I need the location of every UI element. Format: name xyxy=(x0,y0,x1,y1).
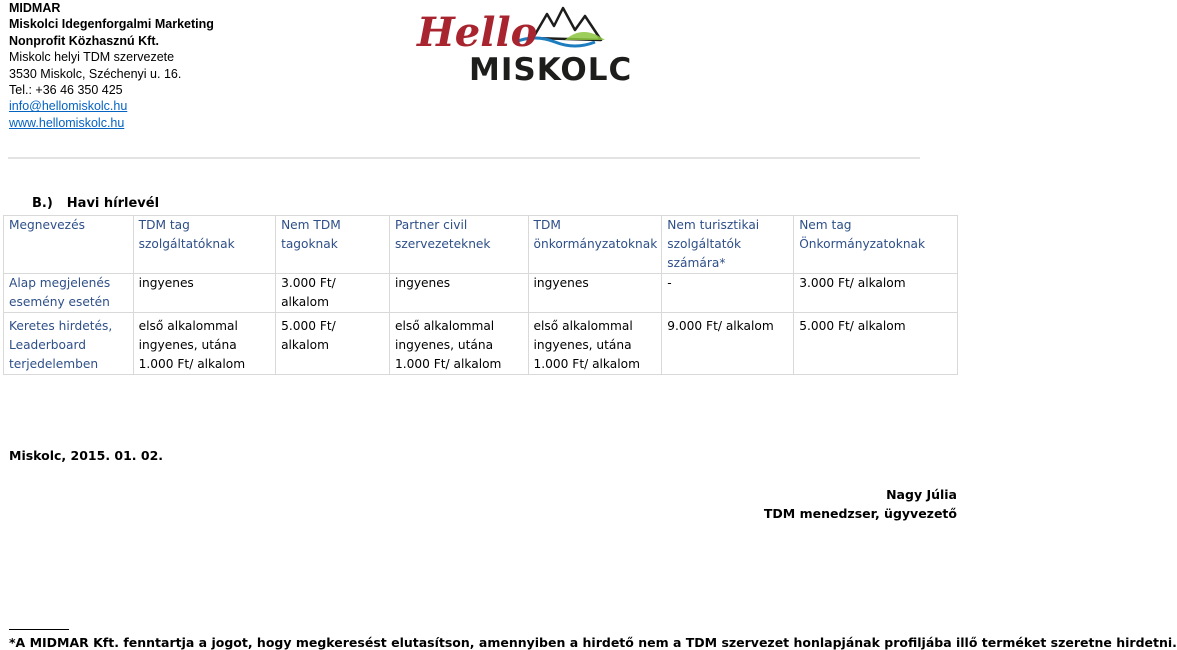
table-row xyxy=(4,313,958,375)
table-cell: 3.000 Ft/ alkalom xyxy=(276,274,390,313)
footnote-separator xyxy=(9,629,69,630)
section-heading xyxy=(32,196,159,211)
column-header: Nem tag Önkormányzatoknak xyxy=(794,216,958,274)
hello-miskolc-logo xyxy=(415,2,655,88)
footnote: *A MIDMAR Kft. fenntartja a jogot, hogy megkeresést elutasítson, amennyiben a hirdető nem a TDM szervezet honlapjának profiljába illő terméket szeretne hirdetni. xyxy=(9,635,1177,650)
table-cell: - xyxy=(662,274,794,313)
table-header-row xyxy=(4,216,958,274)
org-address: 3530 Miskolc, Széchenyi u. 16. xyxy=(9,66,182,81)
place-date: Miskolc, 2015. 01. 02. xyxy=(9,448,164,463)
column-header: Nem TDM tagoknak xyxy=(276,216,390,274)
table-cell: 9.000 Ft/ alkalom xyxy=(662,313,794,375)
row-label: Keretes hirdetés, Leaderboard terjedelemben xyxy=(4,313,134,375)
email-link[interactable]: info@hellomiskolc.hu xyxy=(9,99,128,114)
org-name-line2: Nonprofit Közhasznú Kft. xyxy=(9,33,159,48)
section-title: Havi hírlevél xyxy=(66,196,160,211)
column-header: TDM önkormányzatoknak xyxy=(528,216,662,274)
table-cell: első alkalommal ingyenes, utána 1.000 Ft/ alkalom xyxy=(528,313,662,375)
column-header: Nem turisztikai szolgáltatók számára* xyxy=(662,216,794,274)
section-label: B.) xyxy=(32,196,53,211)
logo-hello-text: Hello xyxy=(417,9,538,56)
table-cell: ingyenes xyxy=(133,274,275,313)
table-cell: 5.000 Ft/ alkalom xyxy=(794,313,958,375)
logo-miskolc-text: MISKOLC xyxy=(469,52,633,88)
table-cell: első alkalommal ingyenes, utána 1.000 Ft/ alkalom xyxy=(133,313,275,375)
table-cell: 3.000 Ft/ alkalom xyxy=(794,274,958,313)
header-divider xyxy=(8,157,920,159)
organization-header xyxy=(9,0,214,131)
table-row xyxy=(4,274,958,313)
table-cell: ingyenes xyxy=(390,274,529,313)
signer-name: Nagy Júlia xyxy=(886,487,957,502)
table-cell: 5.000 Ft/ alkalom xyxy=(276,313,390,375)
column-header: TDM tag szolgáltatóknak xyxy=(133,216,275,274)
org-description: Miskolc helyi TDM szervezete xyxy=(9,50,175,65)
column-header: Megnevezés xyxy=(4,216,134,274)
org-phone: Tel.: +36 46 350 425 xyxy=(9,83,123,98)
column-header: Partner civil szervezeteknek xyxy=(390,216,529,274)
table-cell: első alkalommal ingyenes, utána 1.000 Ft/ alkalom xyxy=(390,313,529,375)
table-cell: ingyenes xyxy=(528,274,662,313)
signer-title: TDM menedzser, ügyvezető xyxy=(763,506,957,521)
org-name-line1: Miskolci Idegenforgalmi Marketing xyxy=(9,17,214,32)
price-table xyxy=(3,215,958,375)
website-link[interactable]: www.hellomiskolc.hu xyxy=(9,115,125,130)
org-short-name: MIDMAR xyxy=(9,1,61,15)
signature-block xyxy=(764,485,957,523)
row-label: Alap megjelenés esemény esetén xyxy=(4,274,134,313)
